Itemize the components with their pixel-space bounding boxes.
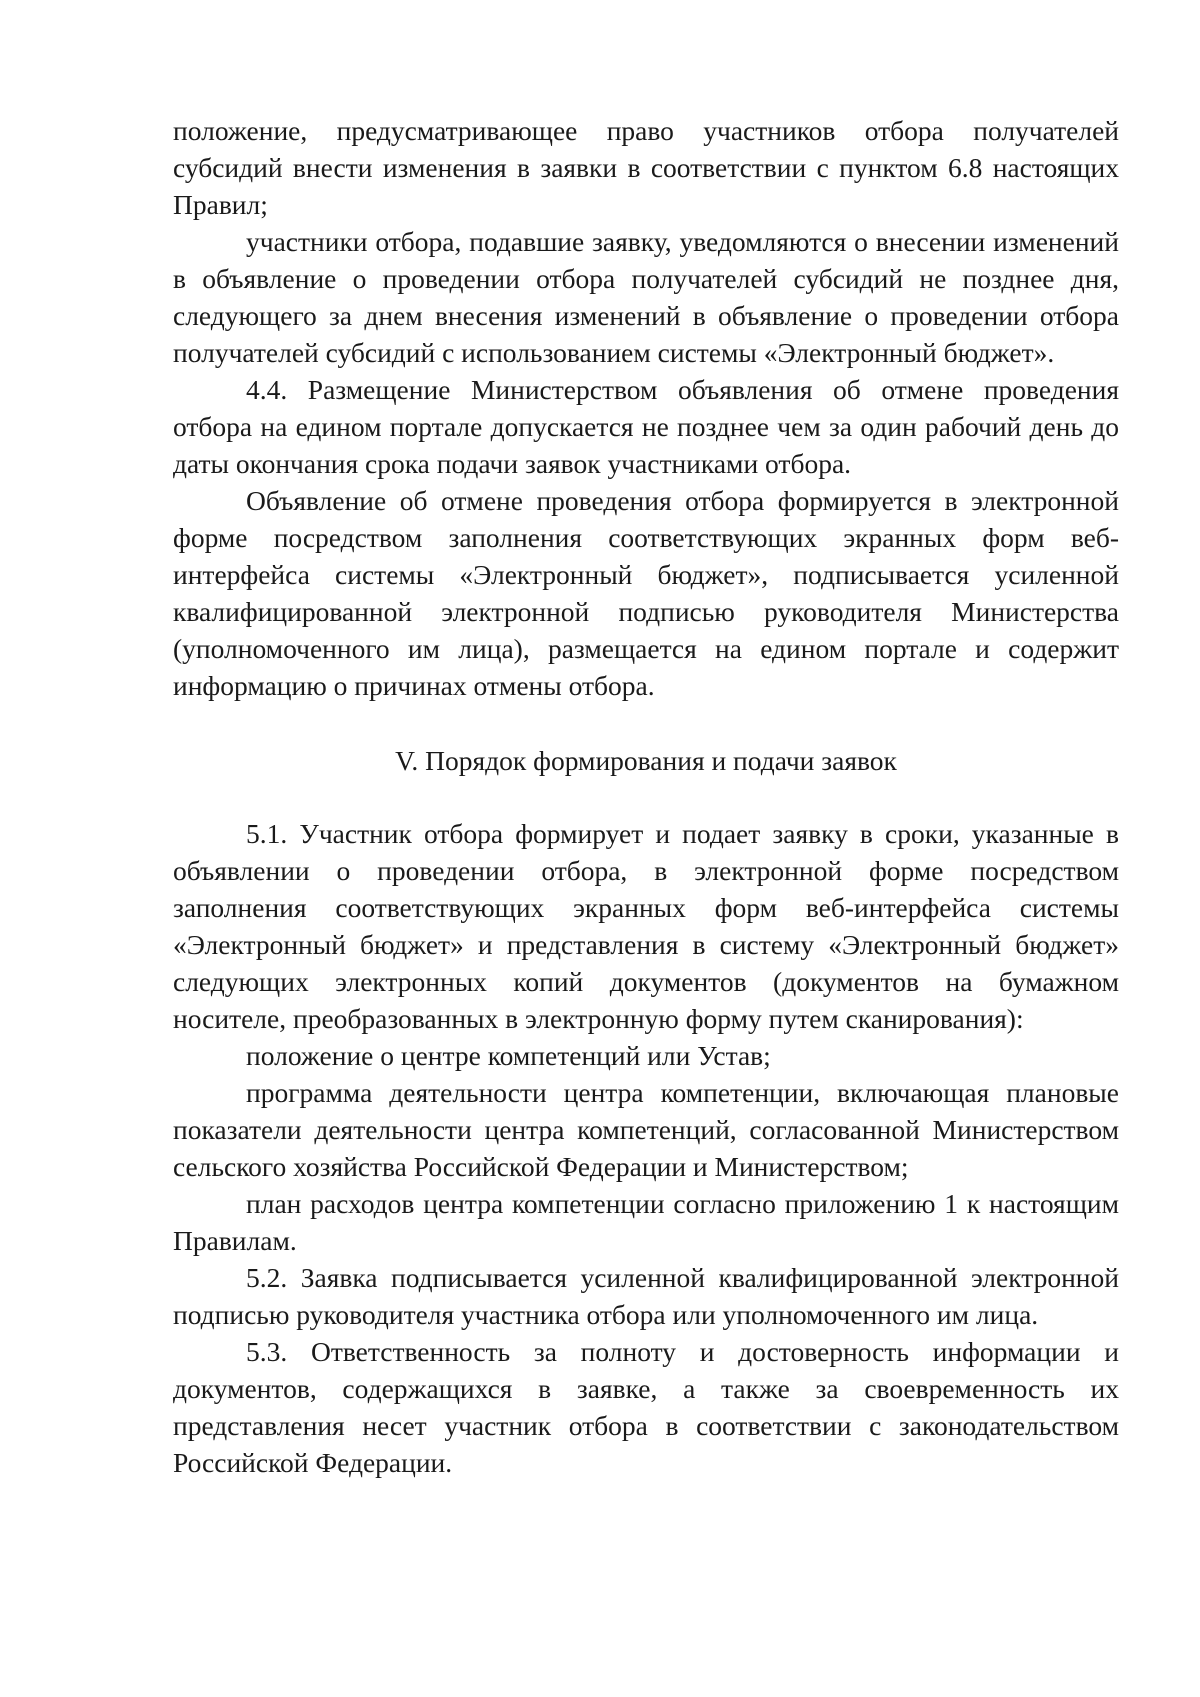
list-item-charter: положение о центре компетенций или Устав; [246, 1040, 771, 1071]
list-item-expense-plan: план расходов центра компетенции согласно приложению 1 к настоящим Правилам. [173, 1188, 1119, 1256]
document-body [173, 112, 1119, 1481]
list-item-program: программа деятельности центра компетенции, включающая плановые показатели деятельности центра компетенций, согласованной Министерством сельского хозяйства Российской Федерации и Министерством; [173, 1077, 1119, 1182]
paragraph-5-3: 5.3. Ответственность за полноту и достоверность информации и документов, содержащихся в заявке, а также за своевременность их представления несет участник отбора в соответствии с законодательством Российской Федерации. [173, 1336, 1119, 1478]
paragraph-amendment-right: положение, предусматривающее право участников отбора получателей субсидий внести изменения в заявки в соответствии с пунктом 6.8 настоящих Правил; [173, 115, 1119, 220]
paragraph-4-4: 4.4. Размещение Министерством объявления об отмене проведения отбора на едином портале допускается не позднее чем за один рабочий день до даты окончания срока подачи заявок участниками отбора. [173, 374, 1119, 479]
paragraph-cancellation-notice: Объявление об отмене проведения отбора формируется в электронной форме посредством заполнения соответствующих экранных форм веб-интерфейса системы «Электронный бюджет», подписывается усиленной квалифицированной электронной подписью руководителя Министерства (уполномоченного им лица), размещается на едином портале и содержит информацию о причинах отмены отбора. [173, 485, 1119, 701]
section-heading: V. Порядок формирования и подачи заявок [395, 745, 897, 776]
paragraph-5-1: 5.1. Участник отбора формирует и подает заявку в сроки, указанные в объявлении о проведении отбора, в электронной форме посредством заполнения соответствующих экранных форм веб-интерфейса системы «Электронный бюджет» и представления в систему «Электронный бюджет» следующих электронных копий документов (документов на бумажном носителе, преобразованных в электронную форму путем сканирования): [173, 818, 1119, 1034]
paragraph-5-2: 5.2. Заявка подписывается усиленной квалифицированной электронной подписью руководителя участника отбора или уполномоченного им лица. [173, 1262, 1119, 1330]
paragraph-participants-notified: участники отбора, подавшие заявку, уведомляются о внесении изменений в объявление о проведении отбора получателей субсидий не позднее дня, следующего за днем внесения изменений в объявление о проведении отбора получателей субсидий с использованием системы «Электронный бюджет». [173, 226, 1119, 368]
